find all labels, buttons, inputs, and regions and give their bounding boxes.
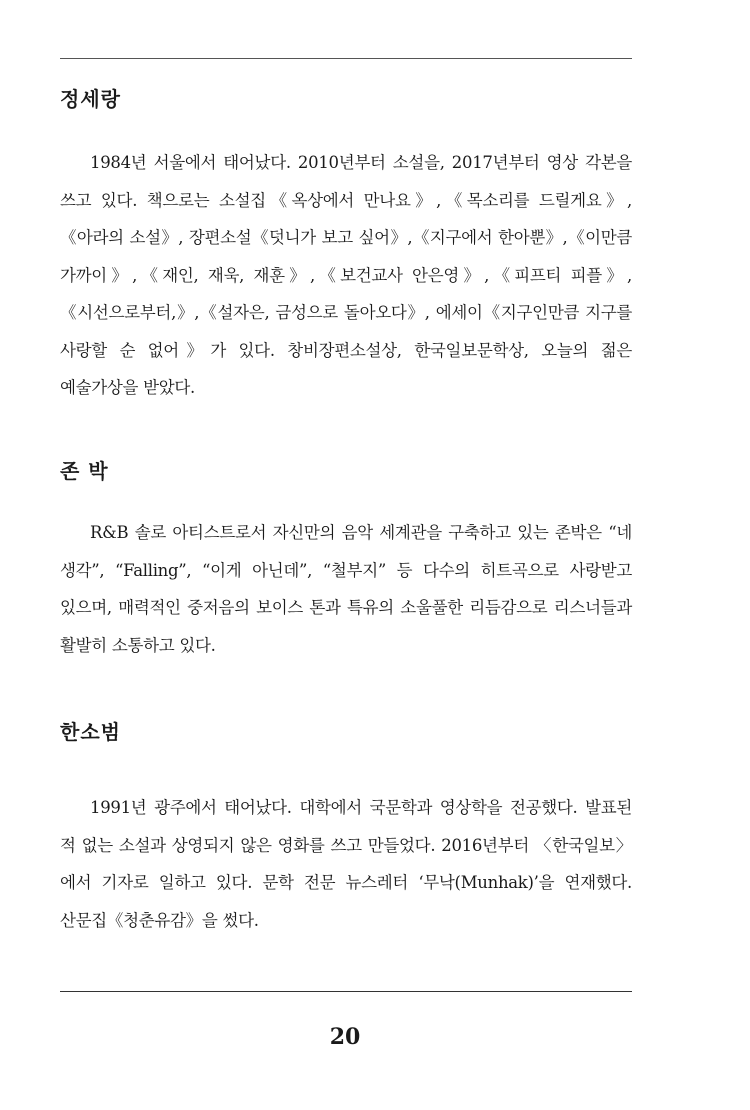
author-bio: 1984년 서울에서 태어났다. 2010년부터 소설을, 2017년부터 영상 각본을 쓰고 있다. 책으로는 소설집《옥상에서 만나요》,《목소리를 드릴게요》,《아라의 소설》, 장편소설《덧니가 보고 싶어》,《지구에서 한아뿐》,《이만큼 가까이》,《재인, 재욱, 재훈》,《보건교사 안은영》,《피프티 피플》,《시선으로부터,》,《설자은, 금성으로 돌아오다》, 에세이《지구인만큼 지구를 사랑할 순 없어》가 있다. 창비장편소설상, 한국일보문학상, 오늘의 젊은 예술가상을 받았다. bbox=[60, 153, 632, 397]
author-name: 존 박 bbox=[60, 459, 109, 483]
page-number: 20 bbox=[329, 1024, 361, 1050]
author-section-han-sobeom bbox=[60, 719, 632, 930]
bottom-divider bbox=[60, 991, 632, 992]
top-divider bbox=[60, 58, 632, 59]
author-bio: R&B 솔로 아티스트로서 자신만의 음악 세계관을 구축하고 있는 존박은 “네 생각”, “Falling”, “이게 아닌데”, “철부지” 등 다수의 히트곡으로 사랑받고 있으며, 매력적인 중저음의 보이스 톤과 특유의 소울풀한 리듬감으로 리스너들과 활발히 소통하고 있다. bbox=[60, 523, 632, 655]
author-name: 한소범 bbox=[60, 720, 121, 744]
author-bio: 1991년 광주에서 태어났다. 대학에서 국문학과 영상학을 전공했다. 발표된 적 없는 소설과 상영되지 않은 영화를 쓰고 만들었다. 2016년부터 〈한국일보〉에서 기자로 일하고 있다. 문학 전문 뉴스레터 ‘무낙(Munhak)’을 연재했다. 산문집《청춘유감》을 썼다. bbox=[60, 798, 632, 930]
author-section-jeong-serang bbox=[60, 86, 632, 397]
author-name: 정세랑 bbox=[60, 87, 121, 111]
author-section-john-park bbox=[60, 458, 632, 655]
